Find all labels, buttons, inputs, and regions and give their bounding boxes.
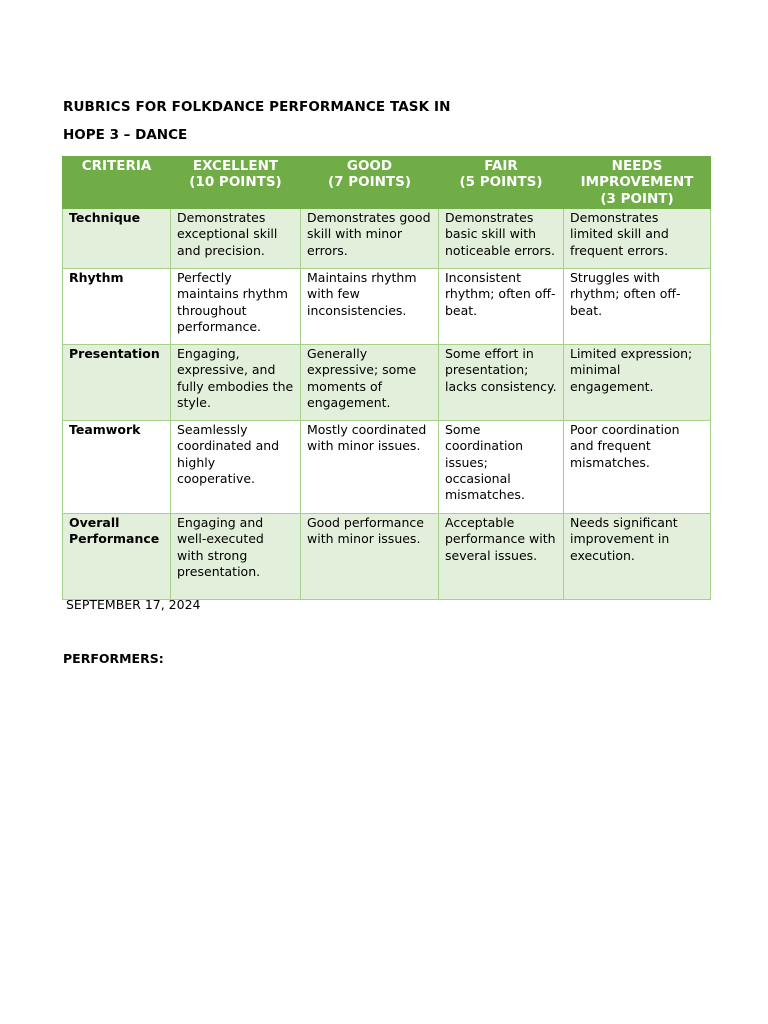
document-title-line-1: RUBRICS FOR FOLKDANCE PERFORMANCE TASK IN xyxy=(63,99,451,115)
needs-improvement-cell: Poor coordination and frequent mismatches. xyxy=(564,421,711,514)
performers-label: PERFORMERS: xyxy=(63,651,164,666)
header-criteria: CRITERIA xyxy=(63,157,171,209)
criteria-cell: Technique xyxy=(63,209,171,269)
header-fair: FAIR (5 POINTS) xyxy=(439,157,564,209)
fair-cell: Some effort in presentation; lacks consistency. xyxy=(439,345,564,421)
header-needs-improvement: NEEDS IMPROVEMENT (3 POINT) xyxy=(564,157,711,209)
rubric-header-row xyxy=(63,157,711,209)
fair-cell: Some coordination issues; occasional mismatches. xyxy=(439,421,564,514)
excellent-cell: Engaging, expressive, and fully embodies the style. xyxy=(171,345,301,421)
criteria-cell: Teamwork xyxy=(63,421,171,514)
needs-improvement-cell: Needs significant improvement in execution. xyxy=(564,514,711,600)
good-cell: Good performance with minor issues. xyxy=(301,514,439,600)
excellent-cell: Seamlessly coordinated and highly cooperative. xyxy=(171,421,301,514)
header-good: GOOD (7 POINTS) xyxy=(301,157,439,209)
good-cell: Mostly coordinated with minor issues. xyxy=(301,421,439,514)
document-date: SEPTEMBER 17, 2024 xyxy=(66,597,201,612)
excellent-cell: Engaging and well-executed with strong presentation. xyxy=(171,514,301,600)
table-row xyxy=(63,209,711,269)
rubric-table xyxy=(62,156,711,600)
criteria-cell: Presentation xyxy=(63,345,171,421)
table-row xyxy=(63,421,711,514)
good-cell: Generally expressive; some moments of engagement. xyxy=(301,345,439,421)
excellent-cell: Perfectly maintains rhythm throughout performance. xyxy=(171,269,301,345)
good-cell: Demonstrates good skill with minor errors. xyxy=(301,209,439,269)
fair-cell: Demonstrates basic skill with noticeable errors. xyxy=(439,209,564,269)
excellent-cell: Demonstrates exceptional skill and precision. xyxy=(171,209,301,269)
header-excellent: EXCELLENT (10 POINTS) xyxy=(171,157,301,209)
needs-improvement-cell: Limited expression; minimal engagement. xyxy=(564,345,711,421)
fair-cell: Inconsistent rhythm; often off-beat. xyxy=(439,269,564,345)
needs-improvement-cell: Demonstrates limited skill and frequent errors. xyxy=(564,209,711,269)
document-title-line-2: HOPE 3 – DANCE xyxy=(63,127,188,143)
criteria-cell: Overall Performance xyxy=(63,514,171,600)
table-row xyxy=(63,269,711,345)
fair-cell: Acceptable performance with several issues. xyxy=(439,514,564,600)
needs-improvement-cell: Struggles with rhythm; often off-beat. xyxy=(564,269,711,345)
table-row xyxy=(63,345,711,421)
criteria-cell: Rhythm xyxy=(63,269,171,345)
good-cell: Maintains rhythm with few inconsistencies. xyxy=(301,269,439,345)
table-row xyxy=(63,514,711,600)
